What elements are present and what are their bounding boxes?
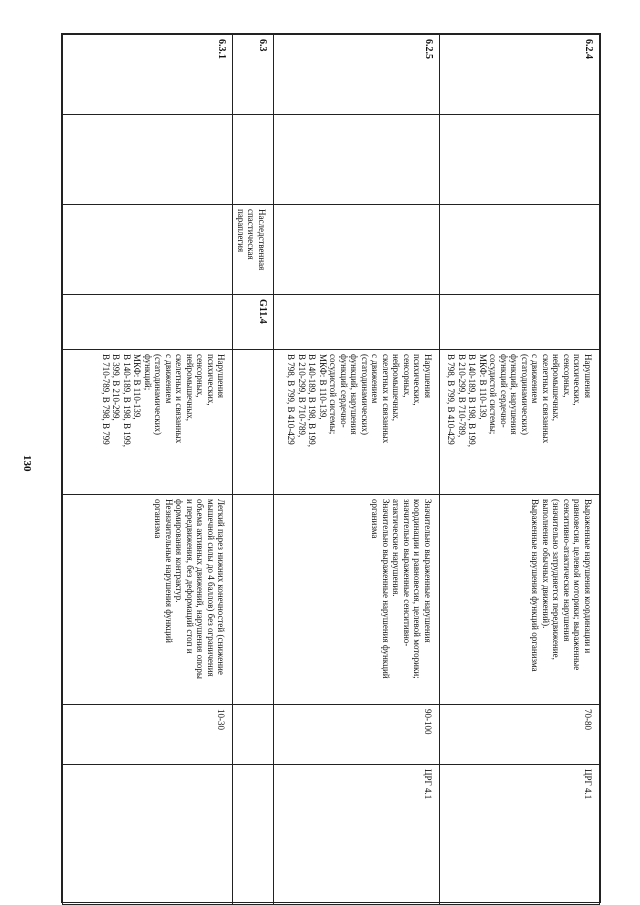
percent-cell: 90-100 <box>274 705 440 765</box>
criteria-table <box>61 33 601 903</box>
form-cell <box>63 765 234 905</box>
impairments-cell: Нарушения психических, сенсорных, нейромышечных, скелетных и связанных с движением (статодинамических) функций, нарушения функций сердечно- сосудистой системы; МКФ: B 110-139, B 140-189, B 198, B 199, B 210-299, B 710-789, B 798, B 799, B 410-429 <box>440 350 600 495</box>
form-cell: ЦРГ 4.1 <box>440 765 600 905</box>
icd-code <box>63 295 234 350</box>
empty-cell <box>63 115 234 205</box>
percent-cell: 10-30 <box>63 705 234 765</box>
description-cell <box>233 495 274 705</box>
form-cell: ЦРГ 4.1 <box>274 765 440 905</box>
row-number: 6.3 <box>233 35 274 115</box>
icd-code: G11.4 <box>233 295 274 350</box>
impairments-cell: Нарушения психических, сенсорных, нейромышечных, скелетных и связанных с движением (статодинамических) функций; МКФ: B 110-139, B 140-189, B 198, B 199, B 399, B 210-299, B 710-789, B 798, B 799 <box>63 350 234 495</box>
description-cell: Выраженные нарушения координации и равновесия, целевой моторики; выраженные сенситивно-атактические нарушения (значительно затрудняется передвижение, выполнение обычных движений). Выраженные нарушения функций организма <box>440 495 600 705</box>
disease-name <box>63 205 234 295</box>
table-row <box>274 35 440 905</box>
empty-cell <box>440 115 600 205</box>
disease-name <box>440 205 600 295</box>
icd-code <box>274 295 440 350</box>
disease-name <box>274 205 440 295</box>
form-cell <box>233 765 274 905</box>
icd-code <box>440 295 600 350</box>
impairments-cell: Нарушения психических, сенсорных, нейромышечных, скелетных и связанных с движением (статодинамических) функций, нарушения функций сердечно- сосудистой системы; МКФ: B 110-139, B 140-189, B 198, B 199, B 210-299, B 710-789, B 798, B 799, B 410-429 <box>274 350 440 495</box>
row-number: 6.2.4 <box>440 35 600 115</box>
page-number: 130 <box>21 455 33 472</box>
row-number: 6.2.5 <box>274 35 440 115</box>
table-row <box>233 35 274 905</box>
empty-cell <box>274 115 440 205</box>
impairments-cell <box>233 350 274 495</box>
table-row <box>440 35 600 905</box>
disease-name: Наследственная спастическая параплегия <box>233 205 274 295</box>
table-row <box>63 35 234 905</box>
percent-cell: 70-80 <box>440 705 600 765</box>
description-cell: Значительно выраженные нарушения координации и равновесия, целевой моторики; значительно выраженные сенситивно- атактические нарушения. Значительно выраженные нарушения функций организма <box>274 495 440 705</box>
percent-cell <box>233 705 274 765</box>
empty-cell <box>233 115 274 205</box>
row-number: 6.3.1 <box>63 35 234 115</box>
description-cell: Легкий парез нижних конечностей (снижение мышечной силы до 4 баллов) без ограничения объема активных движений, нарушения опоры и передвижения, без деформаций стоп и формирования контрактур. Незначительные нарушения функций организма <box>63 495 234 705</box>
